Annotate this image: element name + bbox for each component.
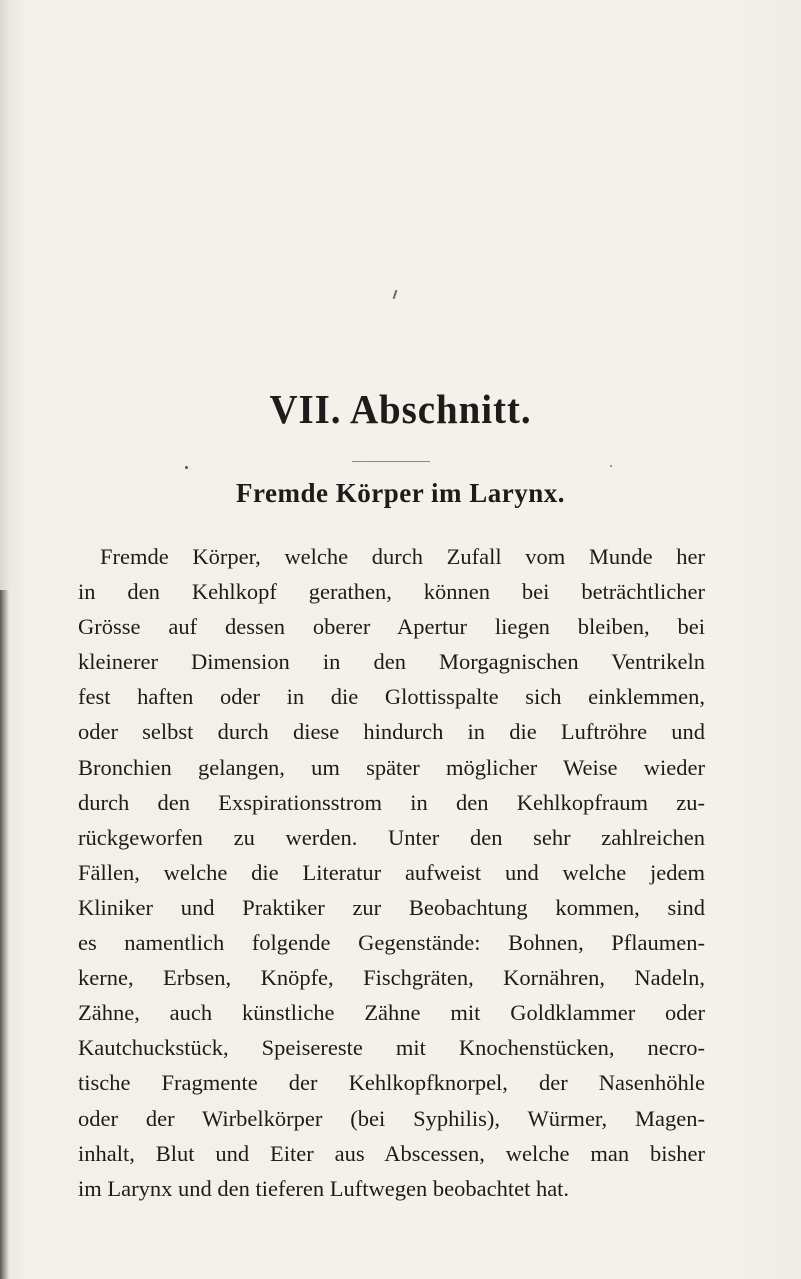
body-paragraph — [78, 539, 705, 1206]
text-line: rückgeworfen zu werden. Unter den sehr zahlreichen — [78, 824, 705, 850]
text-line: Zähne, auch künstliche Zähne mit Goldklammer oder — [78, 1000, 705, 1026]
text-line: Grösse auf dessen oberer Apertur liegen bleiben, bei — [78, 614, 705, 640]
text-line: fest haften oder in die Glottisspalte sich einklemmen, — [78, 684, 705, 710]
text-line: es namentlich folgende Gegenstände: Bohnen, Pflaumen- — [78, 930, 705, 956]
text-line: Kautchuckstück, Speisereste mit Knochenstücken, necro- — [78, 1035, 705, 1061]
text-line: kerne, Erbsen, Knöpfe, Fischgräten, Kornähren, Nadeln, — [78, 965, 705, 991]
text-line: oder selbst durch diese hindurch in die Luftröhre und — [78, 719, 705, 745]
text-line: inhalt, Blut und Eiter aus Abscessen, welche man bisher — [78, 1140, 705, 1166]
text-line: tische Fragmente der Kehlkopfknorpel, der Nasenhöhle — [78, 1070, 705, 1096]
heading-rule — [352, 461, 430, 462]
section-title: Fremde Körper im Larynx. — [236, 478, 565, 508]
text-line: Fremde Körper, welche durch Zufall vom Munde her — [100, 544, 705, 569]
text-line: kleinerer Dimension in den Morgagnischen Ventrikeln — [78, 649, 705, 675]
chapter-heading: VII. Abschnitt. — [269, 386, 532, 432]
text-line: Kliniker und Praktiker zur Beobachtung kommen, sind — [78, 894, 705, 920]
ink-dot — [185, 466, 188, 469]
text-line: in den Kehlkopf gerathen, können bei beträchtlicher — [78, 579, 705, 605]
stray-ink-mark — [393, 290, 398, 299]
text-line: Bronchien gelangen, um später möglicher Weise wieder — [78, 754, 705, 780]
binding-shadow — [0, 590, 9, 1279]
text-line: Fällen, welche die Literatur aufweist und welche jedem — [78, 859, 705, 885]
text-line: oder der Wirbelkörper (bei Syphilis), Würmer, Magen- — [78, 1105, 705, 1131]
ink-dot — [610, 465, 612, 467]
text-line: durch den Exspirationsstrom in den Kehlkopfraum zu- — [78, 789, 705, 815]
text-line: im Larynx und den tieferen Luftwegen beobachtet hat. — [78, 1175, 570, 1201]
